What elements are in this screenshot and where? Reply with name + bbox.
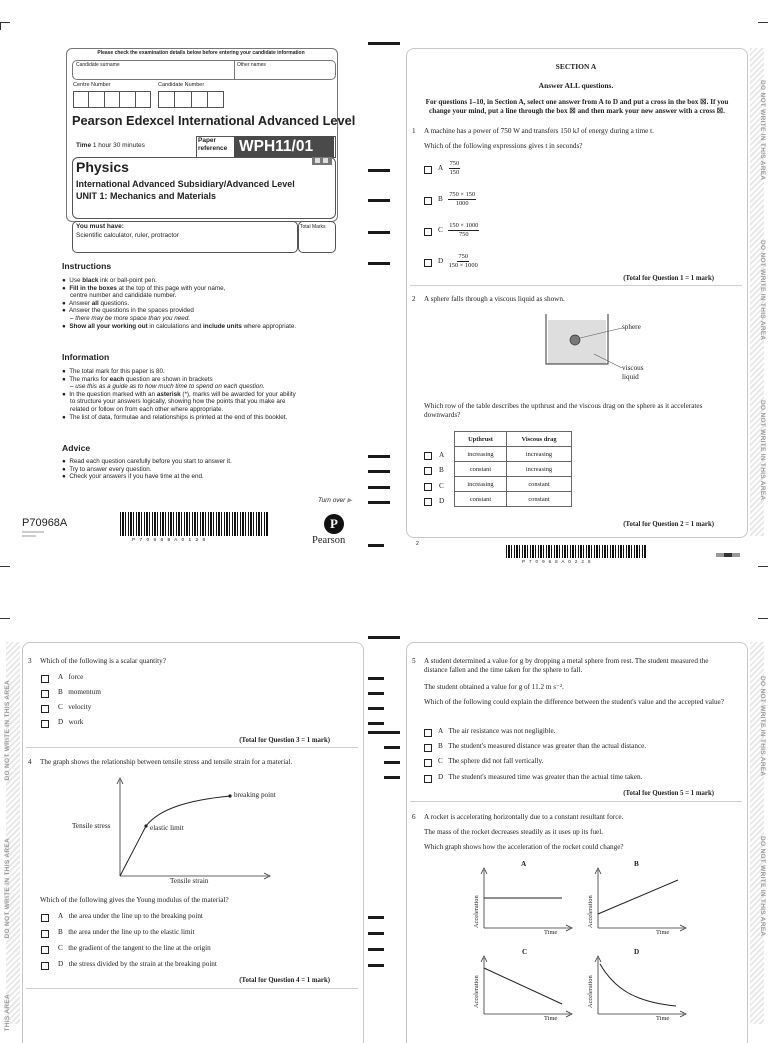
question-6-text: A rocket is accelerating horizontally due to a constant resultant force.: [424, 813, 624, 821]
question-5-total: (Total for Question 5 = 1 mark): [623, 790, 714, 797]
table-row: increasing increasing: [455, 447, 572, 462]
answer-checkbox-1c[interactable]: [424, 228, 432, 236]
answer-checkbox-4a[interactable]: [41, 914, 49, 922]
centre-number-boxes[interactable]: [73, 91, 151, 108]
graph-a-x-label: Time: [544, 929, 558, 936]
paper-reference-code: WPH11/01: [234, 136, 334, 157]
answer-checkbox-5a[interactable]: [424, 729, 432, 737]
question-4-ask: Which of the following gives the Young modulus of the material?: [40, 896, 229, 904]
question-number: 3: [28, 657, 32, 665]
instruction-item: ● Show all your working out in calculations and include units where appropriate.: [62, 322, 297, 330]
breaking-point-label: breaking point: [234, 791, 276, 799]
divider: [26, 747, 358, 748]
answer-checkbox-2c[interactable]: [424, 483, 432, 491]
graph-a: [476, 866, 576, 936]
information-item-cont: related or follow on from each other where appropriate.: [70, 405, 224, 413]
instruction-item: ● Answer the questions in the spaces provided: [62, 307, 194, 315]
graph-d: [590, 954, 690, 1020]
publisher-name: Pearson: [312, 535, 346, 546]
divider: [410, 801, 742, 802]
instruction-item-cont: – there may be more space than you need.: [70, 314, 191, 322]
question-2-total: (Total for Question 2 = 1 mark): [623, 521, 714, 528]
page-2-barcode: [506, 545, 646, 558]
candidate-surname-label: Candidate surname: [76, 62, 120, 68]
question-6-mass: The mass of the rocket decreases steadily as it uses up its fuel.: [424, 828, 604, 836]
question-5-text: A student determined a value for g by dropping a metal sphere from rest. The student measured the distance fallen and the time taken for the sphere to fall.: [424, 657, 709, 674]
information-item: ● In the question marked with an asterisk (*), marks will be awarded for your ability: [62, 390, 296, 398]
candidate-number-boxes[interactable]: [158, 91, 224, 108]
must-have-items: Scientific calculator, ruler, protractor: [76, 232, 179, 239]
information-heading: Information: [62, 352, 110, 362]
crop-mark: [758, 618, 768, 619]
table-row: constant increasing: [455, 462, 572, 477]
fine-print: [22, 535, 36, 537]
margin-mark: [368, 692, 384, 695]
answer-checkbox-3c[interactable]: [41, 705, 49, 713]
graph-b-y-label: Acceleration: [587, 895, 594, 928]
option-1b: B $\frac{750 \times 150}{1000}$: [438, 191, 476, 207]
advice-item: ● Try to answer every question.: [62, 465, 152, 473]
option-4d: D the stress divided by the strain at the breaking point: [58, 960, 217, 968]
graph-y-label: Tensile stress: [72, 822, 111, 830]
graph-c-y-label: Acceleration: [473, 975, 480, 1008]
question-number: 5: [412, 657, 416, 665]
margin-mark: [368, 636, 400, 639]
table-row: constant constant: [455, 492, 572, 507]
question-number: 6: [412, 813, 416, 821]
option-1d: D $\frac{750}{150 \times 1000}$: [438, 253, 478, 269]
graph-b-label: B: [634, 860, 639, 868]
instructions-heading: Instructions: [62, 261, 112, 271]
information-item: ● The marks for each question are shown in brackets: [62, 375, 213, 383]
time-label: Time: [76, 142, 92, 149]
pearson-logo-icon: P: [324, 514, 344, 534]
margin-mark: [368, 455, 390, 458]
do-not-write-label: DO NOT WRITE IN THIS AREA: [759, 676, 766, 777]
table-header-upthrust: Upthrust: [455, 432, 507, 447]
breaking-point: [228, 794, 231, 797]
option-2b-letter: B: [439, 466, 444, 474]
graph-b: [590, 866, 690, 936]
margin-mark: [368, 501, 390, 504]
page-2-barcode-digits: P 7 0 9 6 8 A 0 2 2 8: [522, 559, 592, 564]
answer-checkbox-4d[interactable]: [41, 962, 49, 970]
field-divider: [234, 60, 235, 79]
answer-checkbox-5d[interactable]: [424, 775, 432, 783]
crop-mark: [0, 22, 1, 30]
margin-mark: [368, 707, 384, 710]
information-item-cont: – use this as a guide as to how much time to spend on each question.: [70, 383, 265, 391]
subject-title: Physics: [76, 159, 129, 175]
margin-mark: [368, 731, 400, 734]
crop-mark: [0, 566, 10, 567]
answer-checkbox-2a[interactable]: [424, 452, 432, 460]
check-details-text: Please check the examination details below before entering your candidate information: [97, 50, 305, 56]
margin-mark: [384, 776, 400, 779]
answer-checkbox-4c[interactable]: [41, 946, 49, 954]
question-2-ask: Which row of the table describes the upthrust and the viscous drag on the sphere as it accelerates downwards?: [424, 402, 703, 419]
table-header-drag: Viscous drag: [506, 432, 571, 447]
crop-mark: [758, 22, 768, 23]
question-5-ask: Which of the following could explain the difference between the student's value and the accepted value?: [424, 698, 724, 706]
section-heading: SECTION A: [555, 62, 597, 71]
option-1c: C $\frac{150 \times 1000}{750}$: [438, 222, 479, 238]
option-1a: A $\frac{750}{150}$: [438, 160, 460, 176]
fine-print: [22, 531, 44, 533]
graph-d-curve: [600, 964, 676, 1006]
answer-checkbox-4b[interactable]: [41, 930, 49, 938]
divider: [410, 285, 742, 286]
section-instructions: For questions 1–10, in Section A, select one answer from A to D and put a cross in the box ☒. If you change your mind, put a line through the box ☒ and then mark your new answer with a cross ☒.: [425, 98, 729, 115]
graph-d-y-label: Acceleration: [587, 975, 594, 1008]
paper-code: P70968A: [22, 517, 68, 529]
candidate-number-label: Candidate Number: [158, 82, 205, 88]
answer-checkbox-1d[interactable]: [424, 259, 432, 267]
option-4c: C the gradient of the tangent to the line at the origin: [58, 944, 211, 952]
level-markers: [312, 157, 332, 165]
turn-over-link[interactable]: Turn over ▶: [318, 497, 353, 504]
margin-mark: [368, 169, 390, 172]
crop-mark: [758, 566, 768, 567]
graph-c-label: C: [522, 948, 528, 956]
answer-all-heading: Answer ALL questions.: [538, 81, 614, 90]
option-5a: A The air resistance was not negligible.: [438, 727, 556, 735]
do-not-write-label: THIS AREA: [4, 994, 11, 1032]
margin-mark: [368, 932, 384, 935]
graph-a-y-label: Acceleration: [473, 895, 480, 928]
elastic-limit-label: elastic limit: [150, 824, 184, 832]
centre-number-label: Centre Number: [73, 82, 111, 88]
question-number: 4: [28, 758, 32, 766]
margin-mark: [368, 948, 384, 951]
advice-heading: Advice: [62, 443, 91, 453]
advice-item: ● Read each question carefully before you start to answer it.: [62, 458, 232, 465]
crop-mark: [0, 618, 10, 619]
question-6-ask: Which graph shows how the acceleration of the rocket could change?: [424, 843, 624, 851]
turn-over-arrow-icon: ▶: [347, 497, 353, 504]
answer-checkbox-1a[interactable]: [424, 166, 432, 174]
advice-item: ● Check your answers if you have time at the end.: [62, 473, 204, 481]
instruction-item: ● Answer all questions.: [62, 299, 130, 307]
stress-strain-curve: [120, 796, 230, 876]
divider: [26, 988, 358, 989]
instruction-item: ● Use black ink or ball-point pen.: [62, 277, 157, 284]
question-1-total: (Total for Question 1 = 1 mark): [623, 275, 714, 282]
question-number: 1: [412, 127, 416, 135]
total-marks-label: Total Marks: [300, 224, 326, 230]
information-item-cont: to structure your answers logically, showing how the points that you make are: [70, 398, 286, 406]
question-2-text: A sphere falls through a viscous liquid as shown.: [424, 295, 565, 303]
time-value: 1 hour 30 minutes: [92, 142, 145, 149]
option-5c: C The sphere did not fall vertically.: [438, 757, 544, 765]
option-4b: B the area under the line up to the elastic limit: [58, 928, 195, 936]
answer-checkbox-5c[interactable]: [424, 759, 432, 767]
answer-checkbox-3a[interactable]: [41, 675, 49, 683]
option-5d: D The student's measured time was greater than the actual time taken.: [438, 773, 643, 781]
graph-c-line: [484, 968, 562, 1004]
question-1-text: A machine has a power of 750 W and transfers 150 kJ of energy during a time t.: [424, 127, 654, 135]
qualification-level: International Advanced Subsidiary/Advanced Level: [76, 179, 295, 189]
graph-b-x-label: Time: [656, 929, 670, 936]
question-number: 2: [412, 295, 416, 303]
unit-title: UNIT 1: Mechanics and Materials: [76, 191, 217, 201]
graph-d-label: D: [634, 948, 640, 956]
advice-list: [62, 458, 342, 481]
margin-mark: [368, 964, 384, 967]
instructions-list: [62, 277, 342, 330]
margin-mark: [368, 544, 384, 547]
option-2c-letter: C: [439, 482, 444, 490]
question-3-text: Which of the following is a scalar quantity?: [40, 657, 166, 665]
graph-c: [476, 954, 576, 1020]
question-3-total: (Total for Question 3 = 1 mark): [239, 737, 330, 744]
option-2a-letter: A: [439, 451, 445, 459]
option-3c: C velocity: [58, 703, 92, 711]
margin-mark: [384, 761, 400, 764]
do-not-write-label: DO NOT WRITE IN THIS AREA: [759, 240, 766, 341]
other-names-label: Other names: [237, 62, 266, 68]
do-not-write-label: DO NOT WRITE IN THIS AREA: [759, 400, 766, 501]
answer-checkbox-3d[interactable]: [41, 720, 49, 728]
answer-table: [454, 431, 572, 507]
exam-board-title: Pearson Edexcel International Advanced Level: [72, 113, 356, 128]
cover-barcode-digits: P 7 0 9 6 8 A 0 1 2 8: [132, 538, 207, 543]
question-5-obtained: The student obtained a value for g of 11.2 m s⁻².: [424, 683, 564, 691]
instruction-item-cont: centre number and candidate number.: [70, 292, 177, 300]
page-indicator: [716, 553, 740, 557]
option-2d-letter: D: [439, 497, 445, 505]
option-4a: A the area under the line up to the breaking point: [58, 912, 203, 920]
margin-mark: [368, 486, 390, 489]
margin-mark: [384, 746, 400, 749]
question-4-text: The graph shows the relationship between tensile stress and tensile strain for a material.: [40, 758, 293, 766]
margin-mark: [368, 916, 384, 919]
table-row: increasing constant: [455, 477, 572, 492]
option-3a: A force: [58, 673, 84, 681]
margin-mark: [368, 199, 390, 202]
page-number: 2: [416, 541, 419, 547]
answer-checkbox-3b[interactable]: [41, 690, 49, 698]
margin-mark: [368, 722, 384, 725]
information-list: [62, 368, 342, 421]
option-5b: B The student's measured distance was greater than the actual distance.: [438, 742, 647, 750]
margin-mark: [368, 42, 400, 45]
graph-b-line: [598, 880, 678, 914]
do-not-write-label: DO NOT WRITE IN THIS AREA: [4, 838, 11, 939]
information-item: ● The list of data, formulae and relationships is printed at the end of this booklet.: [62, 413, 288, 421]
option-3d: D work: [58, 718, 84, 726]
sphere-label: sphere: [622, 323, 641, 331]
time-info: [76, 142, 145, 149]
answer-checkbox-2b[interactable]: [424, 467, 432, 475]
graph-d-x-label: Time: [656, 1015, 670, 1022]
paper-reference-label: Paper reference: [198, 137, 228, 152]
answer-checkbox-2d[interactable]: [424, 498, 432, 506]
cover-barcode: [120, 512, 268, 536]
do-not-write-label: DO NOT WRITE IN THIS AREA: [4, 680, 11, 781]
sphere: [570, 335, 580, 345]
answer-checkbox-5b[interactable]: [424, 744, 432, 752]
viscous-liquid-label: viscous liquid: [622, 364, 644, 381]
margin-mark: [368, 470, 390, 473]
instruction-item: ● Fill in the boxes at the top of this page with your name,: [62, 284, 226, 292]
graph-a-label: A: [521, 860, 527, 868]
question-1-ask: Which of the following expressions gives t in seconds?: [424, 142, 583, 150]
answer-checkbox-1b[interactable]: [424, 197, 432, 205]
viscous-liquid-diagram: [540, 310, 670, 370]
crop-mark: [0, 22, 10, 23]
must-have-label: You must have:: [76, 223, 124, 230]
do-not-write-label: DO NOT WRITE IN THIS AREA: [759, 836, 766, 937]
margin-mark: [368, 262, 390, 265]
margin-mark: [368, 677, 384, 680]
question-4-total: (Total for Question 4 = 1 mark): [239, 977, 330, 984]
information-item: ● The total mark for this paper is 80.: [62, 368, 165, 375]
do-not-write-label: DO NOT WRITE IN THIS AREA: [759, 80, 766, 181]
margin-mark: [368, 231, 390, 234]
elastic-limit-point: [144, 824, 147, 827]
option-3b: B momentum: [58, 688, 101, 696]
graph-c-x-label: Time: [544, 1015, 558, 1022]
graph-x-label: Tensile strain: [170, 877, 209, 885]
